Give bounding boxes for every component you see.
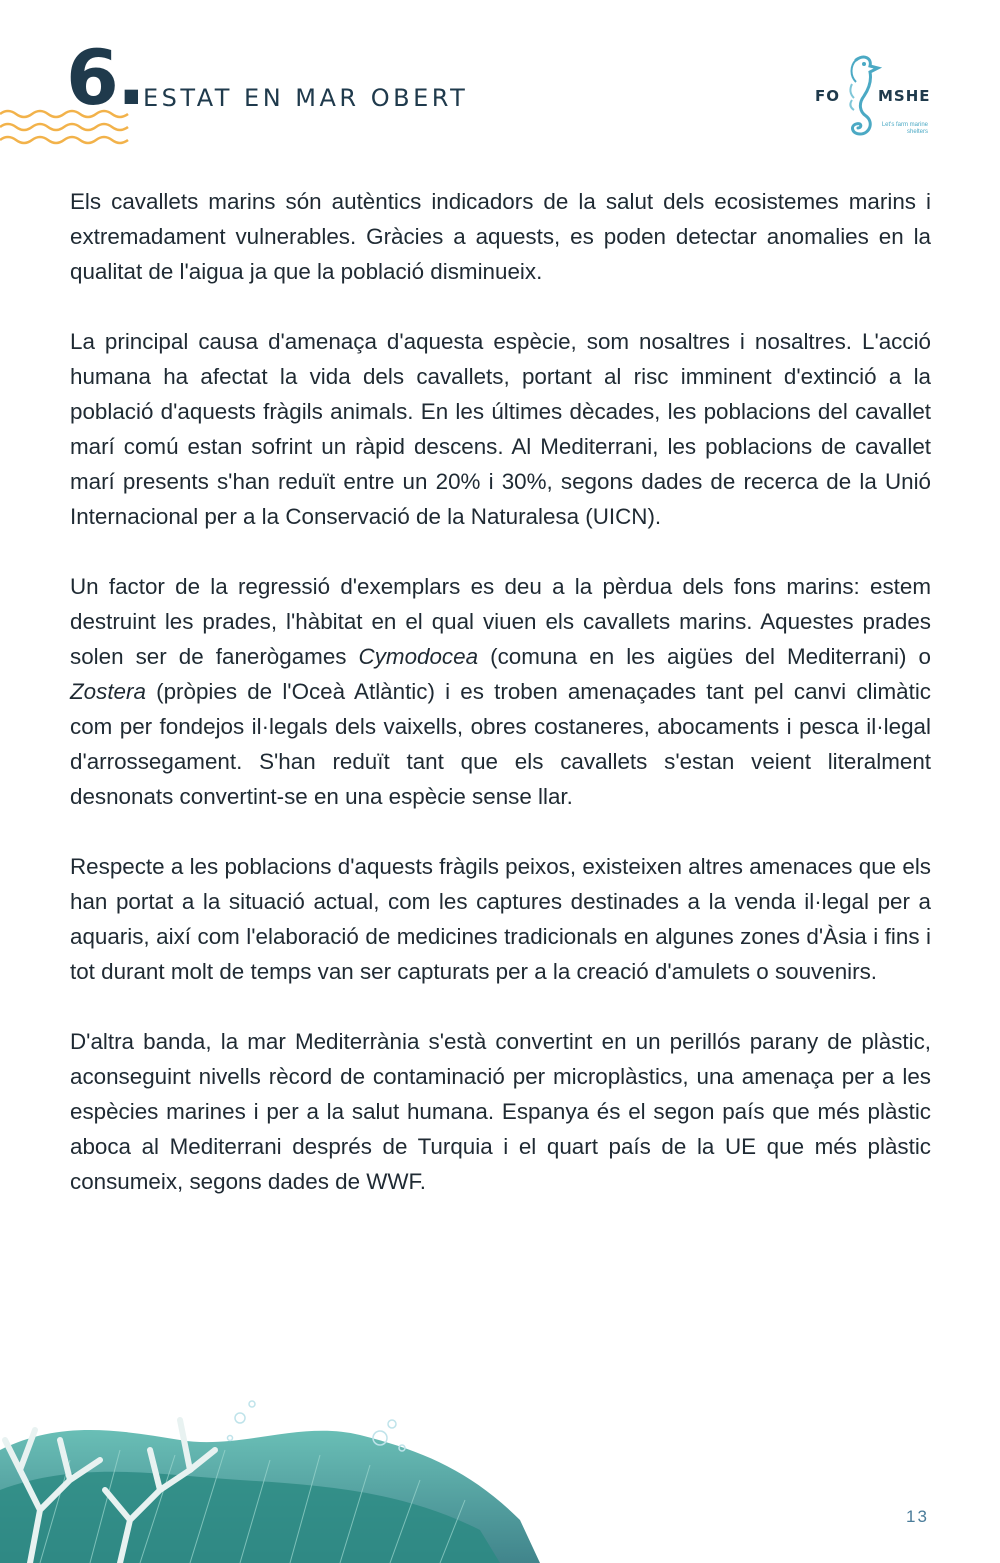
- paragraph: Els cavallets marins són autèntics indicadors de la salut dels ecosistemes marins i extremadament vulnerables. Gràcies a aquests, es poden detectar anomalies en la qualitat de l'aigua ja que la població disminueix.: [70, 189, 931, 284]
- chapter-number: 6.: [66, 33, 144, 122]
- paragraph: [70, 569, 931, 814]
- seagrass-coral-illustration: [0, 1380, 560, 1563]
- page-header: [0, 0, 1000, 160]
- paragraph-text: (pròpies de l'Oceà Atlàntic) i es troben amenaçades tant pel canvi climàtic com per fondejos il·legals dels vaixells, obres costaneres, abocaments i pesca il·legal d'arrossegament. S'han reduït tant que els cavallets s'estan veient literalment desnonats convertint-se en una espècie sense llar.: [70, 679, 931, 809]
- page-number: 13: [906, 1507, 929, 1526]
- logo-text-mshe: MSHE: [878, 87, 931, 105]
- fomshe-logo: [812, 50, 937, 142]
- logo-tagline: Let's farm marine shelters: [881, 122, 928, 135]
- logo-text-fo: FO: [815, 87, 840, 105]
- waves-icon: [0, 108, 135, 148]
- paragraph: D'altra banda, la mar Mediterrània s'està convertint en un perillós parany de plàstic, aconseguint nivells rècord de contaminació per microplàstics, una amenaça per a les espècies marines i per a la salut humana. Espanya és el segon país que més plàstic aboca al Mediterrani després de Turquia i el quart país de la UE que més plàstic consumeix, segons dades de WWF.: [70, 1029, 931, 1194]
- species-name: Zostera: [70, 679, 146, 704]
- species-name: Cymodocea: [358, 644, 479, 669]
- body-text: [70, 184, 931, 1234]
- chapter-title: ESTAT EN MAR OBERT: [143, 84, 469, 112]
- paragraph: Respecte a les poblacions d'aquests fràgils peixos, existeixen altres amenaces que els han portat a la situació actual, com les captures destinades a la venda il·legal per a aquaris, així com l'elaboració de medicines tradicionals en algunes zones d'Àsia i fins i tot durant molt de temps van ser capturats per a la creació d'amulets o souvenirs.: [70, 854, 931, 984]
- paragraph-text: Un factor de la regressió d'exemplars es deu a la pèrdua dels fons marins: estem destruint les prades, l'hàbitat en el qual viuen els cavallets marins. Aquestes prades solen ser de fanerògames: [70, 574, 931, 669]
- paragraph: La principal causa d'amenaça d'aquesta espècie, som nosaltres i nosaltres. L'acció humana ha afectat la vida dels cavallets, portant al risc imminent d'extinció a la població d'aquests fràgils animals. En les últimes dècades, les poblacions del cavallet marí comú estan sofrint un ràpid descens. Al Mediterrani, les poblacions de cavallet marí presents s'han reduït entre un 20% i 30%, segons dades de recerca de la Unió Internacional per a la Conservació de la Naturalesa (UICN).: [70, 329, 931, 529]
- paragraph-text: (comuna en les aigües del Mediterrani) o: [478, 644, 931, 669]
